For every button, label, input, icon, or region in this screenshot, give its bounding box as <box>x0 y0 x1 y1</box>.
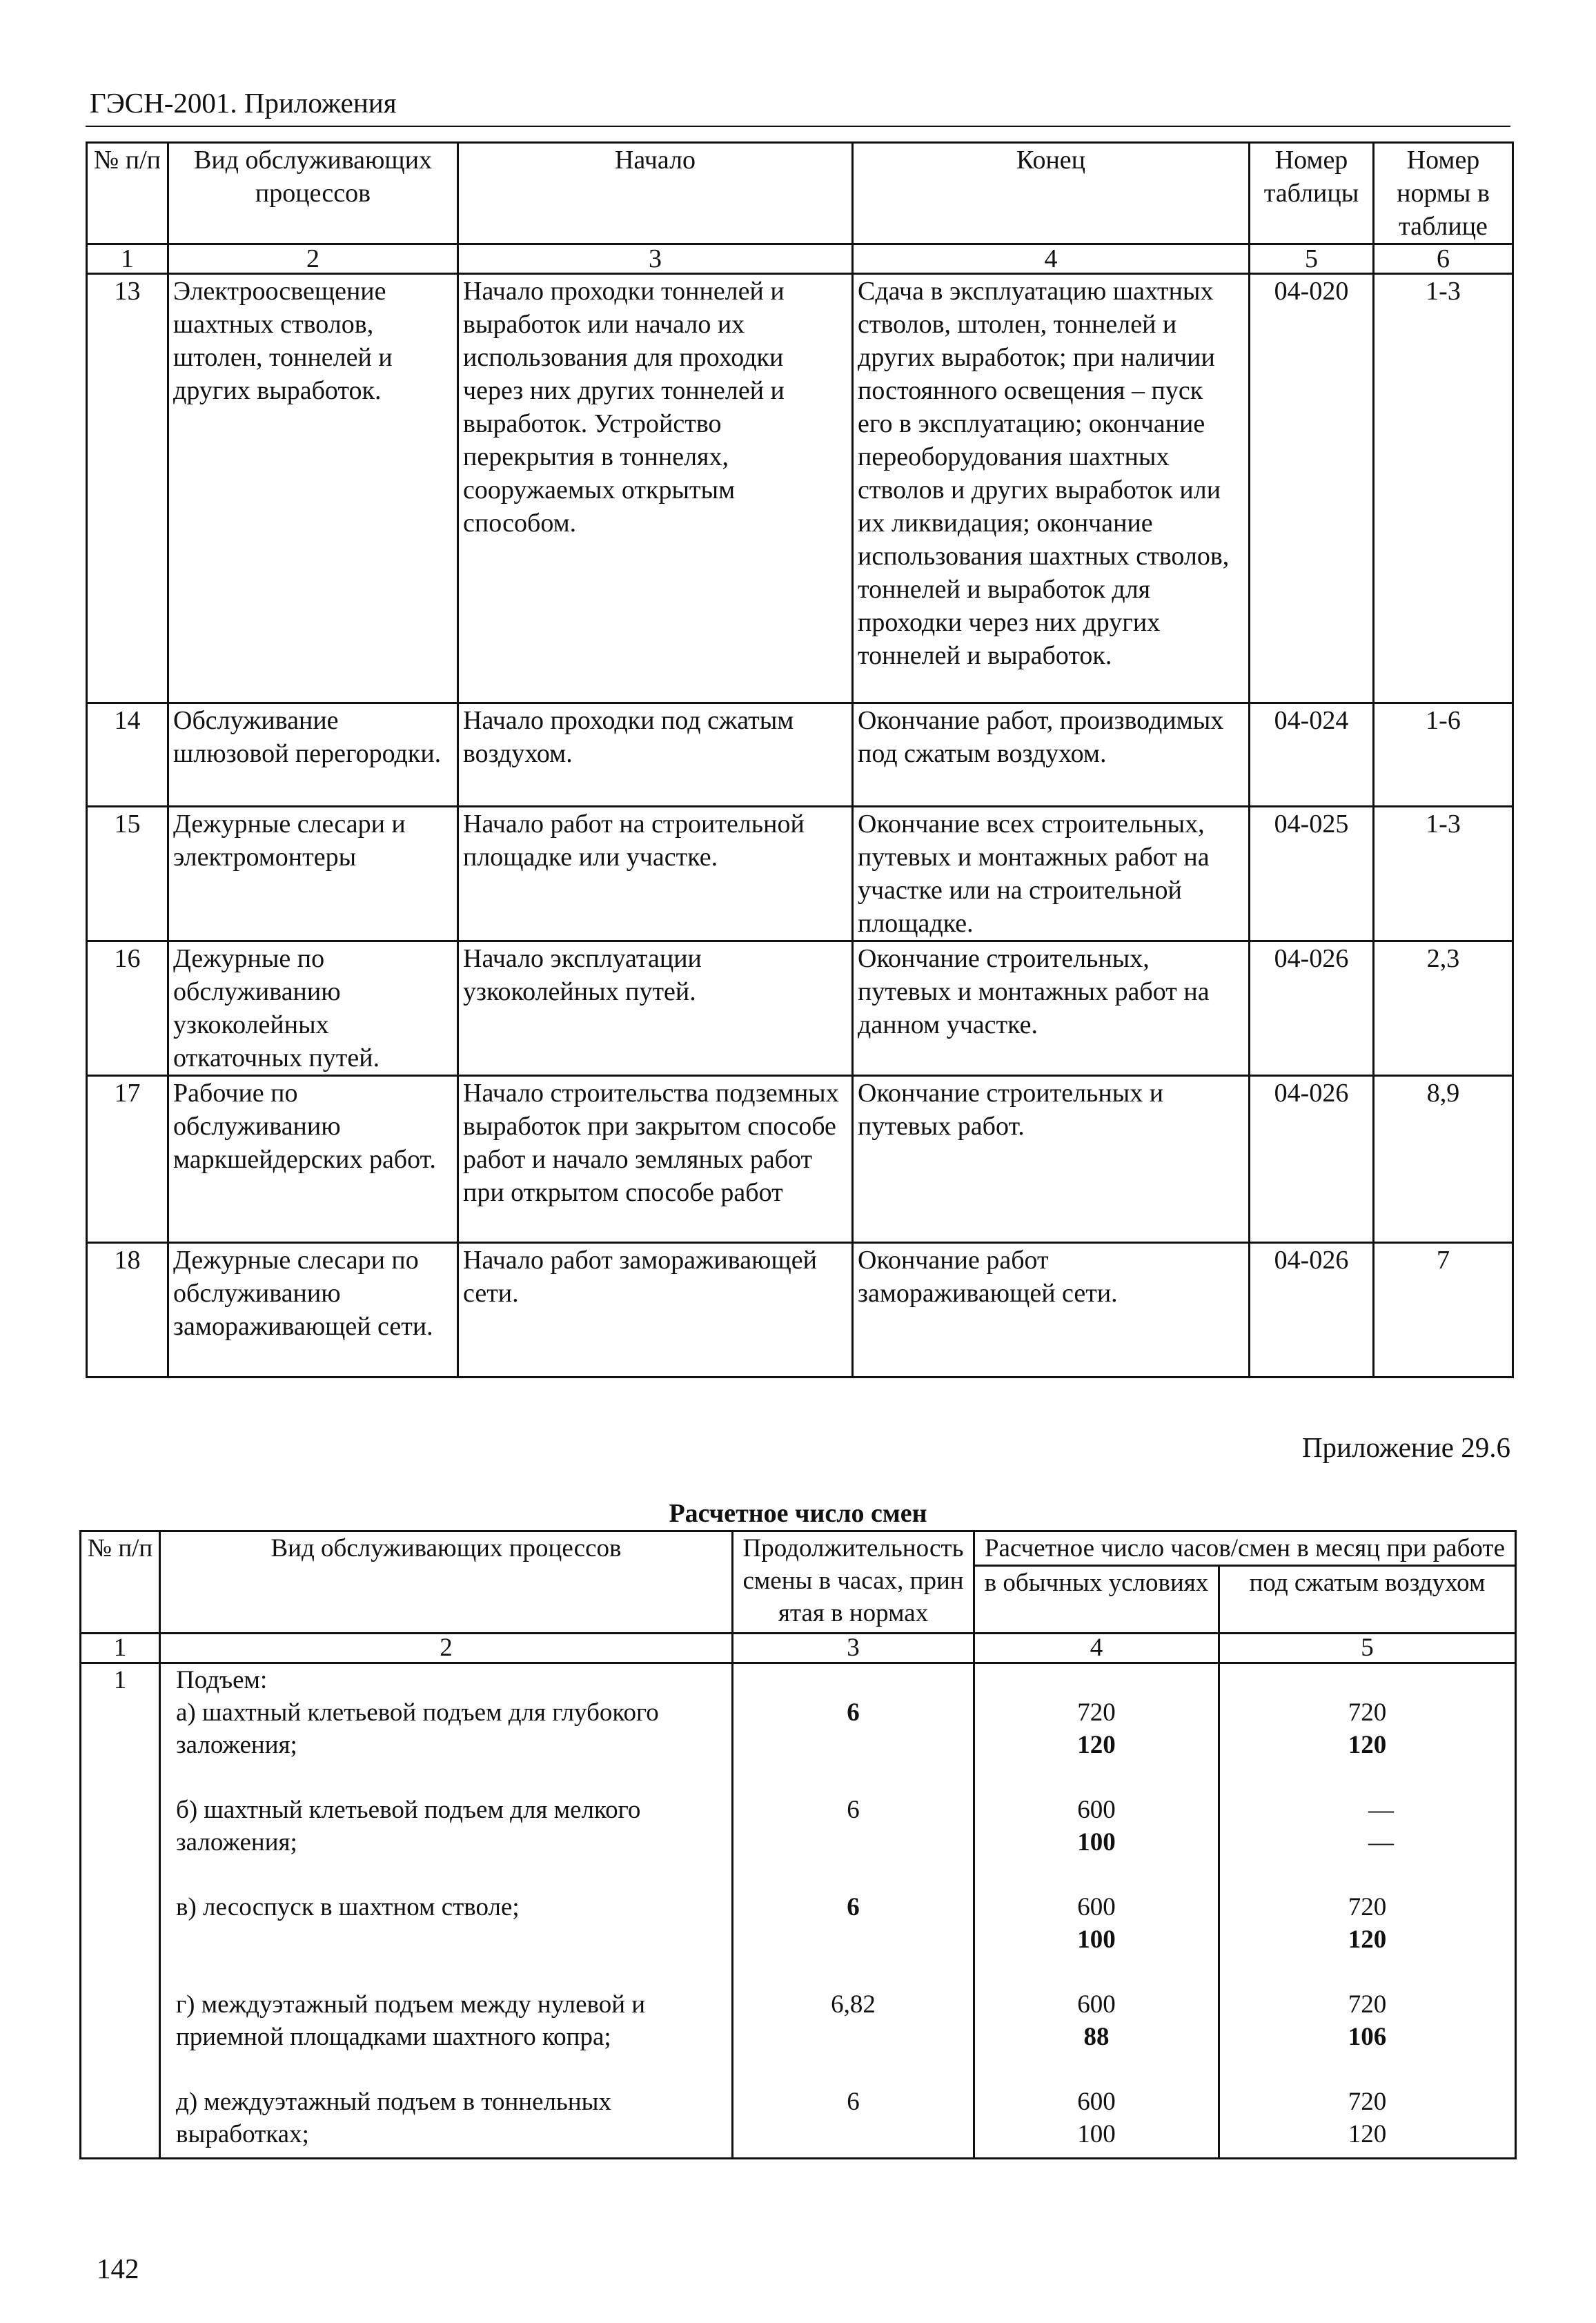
process-start: Начало работ замораживающей сети. <box>458 1243 853 1378</box>
header-num: № п/п <box>87 143 168 244</box>
process-type: Дежурные слесари по обслуживанию замораживающей сети. <box>168 1243 458 1378</box>
table-number: 04-026 <box>1250 1243 1374 1378</box>
header-process-type: Вид обслуживающих процессов <box>168 143 458 244</box>
shift-duration: 6 <box>847 1893 860 1921</box>
row-num: 16 <box>87 941 168 1076</box>
row-num: 17 <box>87 1076 168 1243</box>
normal-conditions-list <box>974 1663 1219 2159</box>
item-label: г) междуэтажный подъем между нулевой и приемной площадками шахтного копра; <box>176 1990 646 2051</box>
item-label: в) лесоспуск в шахтном стволе; <box>176 1893 520 1921</box>
column-number: 5 <box>1219 1634 1516 1663</box>
hours-value: 720 <box>1348 1990 1387 2019</box>
shifts-value: 120 <box>1077 1731 1116 1759</box>
shifts-value: 106 <box>1348 2023 1387 2051</box>
row-num: 1 <box>81 1663 160 2159</box>
column-number: 2 <box>160 1634 733 1663</box>
process-end: Окончание работ, производимых под сжатым воздухом. <box>853 703 1250 807</box>
header-start: Начало <box>458 143 853 244</box>
column-number: 3 <box>733 1634 974 1663</box>
process-type: Электроосвещение шахтных стволов, штолен, тоннелей и других выработок. <box>168 274 458 703</box>
shifts-value: 100 <box>1077 1925 1116 1954</box>
process-start: Начало строительства подземных выработок при закрытом способе работ и начало земляных работ при открытом способе работ <box>458 1076 853 1243</box>
service-processes-table <box>86 141 1514 1378</box>
header-num: № п/п <box>81 1531 160 1634</box>
compressed-air-list <box>1219 1663 1516 2159</box>
hours-value: 600 <box>1077 1796 1116 1824</box>
process-start: Начало проходки под сжатым воздухом. <box>458 703 853 807</box>
annex-label: Приложение 29.6 <box>1301 1431 1510 1463</box>
shift-duration: 6 <box>847 1796 860 1824</box>
hours-value: 600 <box>1077 1893 1116 1921</box>
process-end: Сдача в эксплуатацию шахтных стволов, штолен, тоннелей и других выработок; при наличии постоянного освещения – пуск его в эксплуатацию; окончание переоборудования шахтных стволов и других выработок или их ликвидация; окончание использования шахтных стволов, тоннелей и выработок для проходки через них других тоннелей и выработок. <box>853 274 1250 703</box>
header-normal-conditions: в обычных условиях <box>974 1566 1219 1634</box>
process-type: Дежурные по обслуживанию узкоколейных откаточных путей. <box>168 941 458 1076</box>
norm-number: 2,3 <box>1374 941 1513 1076</box>
header-table-number: Номер таблицы <box>1250 143 1374 244</box>
shifts-value: 120 <box>1348 1925 1387 1954</box>
shift-duration: 6 <box>847 2088 860 2116</box>
column-number-row <box>87 244 1513 274</box>
norm-number: 8,9 <box>1374 1076 1513 1243</box>
header-calculated-count: Расчетное число часов/смен в месяц при работе <box>974 1531 1516 1566</box>
process-end: Окончание работ замораживающей сети. <box>853 1243 1250 1378</box>
table-header-row <box>81 1531 1516 1566</box>
process-type: Обслуживание шлюзовой перегородки. <box>168 703 458 807</box>
shift-duration: 6 <box>847 1698 860 1727</box>
table-row <box>87 274 1513 703</box>
column-number: 1 <box>87 244 168 274</box>
process-start: Начало эксплуатации узкоколейных путей. <box>458 941 853 1076</box>
norm-number: 1-3 <box>1374 274 1513 703</box>
item-label: д) междуэтажный подъем в тоннельных выработках; <box>176 2088 612 2148</box>
table-row <box>87 941 1513 1076</box>
table-row <box>87 1243 1513 1378</box>
table-number: 04-020 <box>1250 274 1374 703</box>
table-number: 04-025 <box>1250 807 1374 941</box>
process-start: Начало проходки тоннелей и выработок или начало их использования для проходки через них других тоннелей и выработок. Устройство перекрытия в тоннелях, сооружаемых открытым способом. <box>458 274 853 703</box>
shifts-value: — <box>1368 1828 1394 1856</box>
header-shift-duration: Продолжительность смены в часах, принятая в нормах <box>733 1531 974 1634</box>
column-number: 5 <box>1250 244 1374 274</box>
hours-value: — <box>1368 1796 1394 1824</box>
table-title: Расчетное число смен <box>669 1499 927 1528</box>
header-norm-number: Номер нормы в таблице <box>1374 143 1513 244</box>
process-type: Дежурные слесари и электромонтеры <box>168 807 458 941</box>
page-number: 142 <box>97 2253 139 2284</box>
item-label: а) шахтный клетьевой подъем для глубокого заложения; <box>176 1698 659 1759</box>
row-num: 13 <box>87 274 168 703</box>
process-end: Окончание строительных и путевых работ. <box>853 1076 1250 1243</box>
item-label: б) шахтный клетьевой подъем для мелкого заложения; <box>176 1796 641 1856</box>
table-number: 04-024 <box>1250 703 1374 807</box>
column-number: 6 <box>1374 244 1513 274</box>
table-number: 04-026 <box>1250 941 1374 1076</box>
shift-count-table <box>79 1530 1517 2159</box>
table-header-row <box>87 143 1513 244</box>
column-number: 3 <box>458 244 853 274</box>
shifts-value: 100 <box>1077 1828 1116 1856</box>
row-num: 15 <box>87 807 168 941</box>
shifts-value: 120 <box>1348 1731 1387 1759</box>
header-end: Конец <box>853 143 1250 244</box>
process-end: Окончание всех строительных, путевых и монтажных работ на участке или на строительной площадке. <box>853 807 1250 941</box>
process-start: Начало работ на строительной площадке или участке. <box>458 807 853 941</box>
header-process-type: Вид обслуживающих процессов <box>160 1531 733 1634</box>
table-row <box>81 1663 1516 2159</box>
norm-number: 7 <box>1374 1243 1513 1378</box>
shift-duration: 6,82 <box>831 1990 876 2019</box>
hours-value: 600 <box>1077 1990 1116 2019</box>
table-row <box>87 703 1513 807</box>
norm-number: 1-6 <box>1374 703 1513 807</box>
header-rule <box>86 126 1510 127</box>
header-compressed-air: под сжатым воздухом <box>1219 1566 1516 1634</box>
table-row <box>87 807 1513 941</box>
row-num: 14 <box>87 703 168 807</box>
group-label: Подъем: <box>176 1666 268 1694</box>
process-type: Рабочие по обслуживанию маркшейдерских работ. <box>168 1076 458 1243</box>
column-number: 4 <box>853 244 1250 274</box>
running-header: ГЭСН-2001. Приложения <box>90 87 397 119</box>
process-end: Окончание строительных, путевых и монтажных работ на данном участке. <box>853 941 1250 1076</box>
duration-list <box>733 1663 974 2159</box>
shifts-value: 120 <box>1348 2120 1387 2148</box>
shifts-value: 100 <box>1077 2120 1116 2148</box>
column-number: 1 <box>81 1634 160 1663</box>
column-number-row <box>81 1634 1516 1663</box>
shifts-value: 88 <box>1083 2023 1110 2051</box>
hours-value: 720 <box>1077 1698 1116 1727</box>
row-num: 18 <box>87 1243 168 1378</box>
column-number: 4 <box>974 1634 1219 1663</box>
norm-number: 1-3 <box>1374 807 1513 941</box>
hours-value: 720 <box>1348 1698 1387 1727</box>
hours-value: 600 <box>1077 2088 1116 2116</box>
hours-value: 720 <box>1348 1893 1387 1921</box>
process-list <box>160 1663 733 2159</box>
column-number: 2 <box>168 244 458 274</box>
hours-value: 720 <box>1348 2088 1387 2116</box>
table-number: 04-026 <box>1250 1076 1374 1243</box>
table-row <box>87 1076 1513 1243</box>
